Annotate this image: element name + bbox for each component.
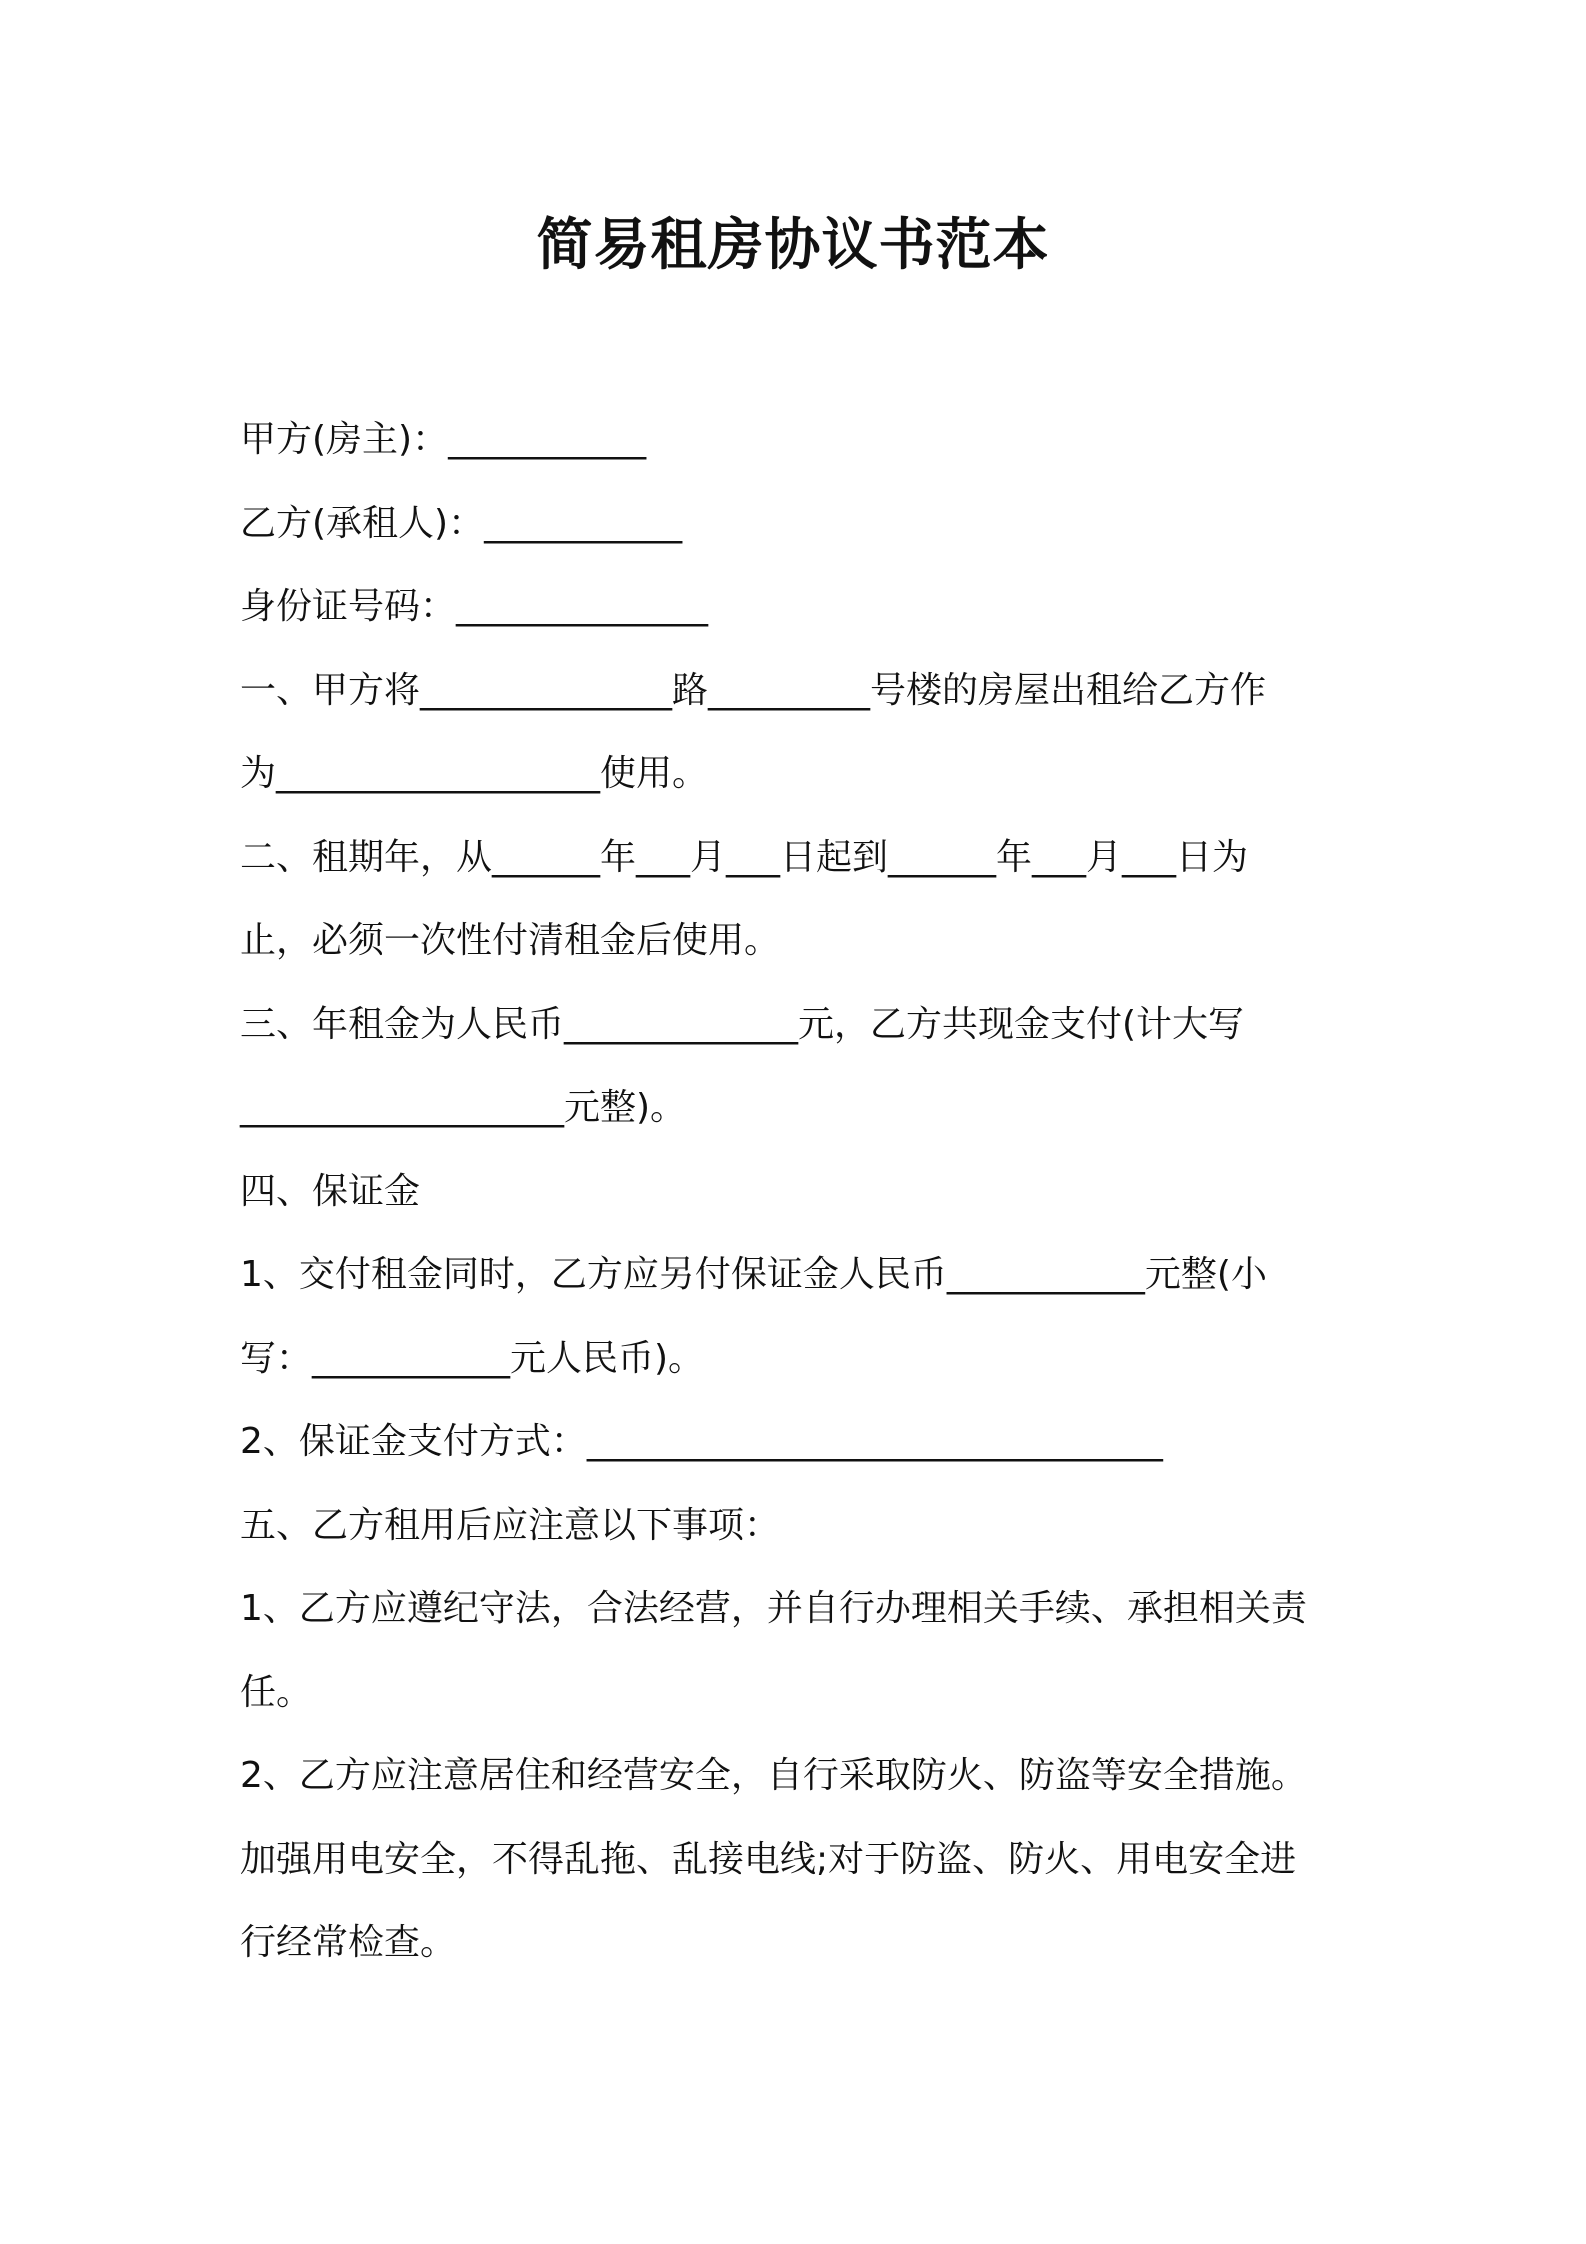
clause-4-2-line: 2、保证金支付方式：________________________________ <box>240 1421 1163 1462</box>
clause-4-1-line-2: 写：___________元人民币)。 <box>240 1337 705 1379</box>
document-title: 简易租房协议书范本 <box>536 213 1050 278</box>
clause-5-2-line-1: 2、乙方应注意居住和经营安全，自行采取防火、防盗等安全措施。 <box>240 1755 1307 1796</box>
document-body <box>240 398 1370 1985</box>
party-b-line: 乙方(承租人)：___________ <box>240 502 683 544</box>
clause-3-line-2: __________________元整)。 <box>240 1087 687 1128</box>
clause-5-1-line-1: 1、乙方应遵纪守法，合法经营，并自行办理相关手续、承担相关责 <box>240 1588 1307 1629</box>
clause-2-line-1: 二、租期年，从______年___月___日起到______年___月___日为 <box>240 836 1249 878</box>
clause-2-line-2: 止，必须一次性付清租金后使用。 <box>240 920 781 961</box>
clause-1-line-1: 一、甲方将______________路_________号楼的房屋出租给乙方作 <box>240 669 1267 711</box>
clause-3-line-1: 三、年租金为人民币_____________元，乙方共现金支付(计大写 <box>240 1003 1245 1045</box>
clause-4-heading: 四、保证金 <box>240 1170 421 1212</box>
clause-5-1-line-2: 任。 <box>240 1671 313 1713</box>
clause-5-2-line-3: 行经常检查。 <box>240 1922 457 1963</box>
clause-1-line-2: 为__________________使用。 <box>240 753 709 794</box>
clause-4-1-line-1: 1、交付租金同时，乙方应另付保证金人民币___________元整(小 <box>240 1254 1267 1295</box>
clause-5-2-line-2: 加强用电安全，不得乱拖、乱接电线;对于防盗、防火、用电安全进 <box>240 1838 1297 1880</box>
clause-5-heading: 五、乙方租用后应注意以下事项： <box>240 1504 781 1546</box>
id-number-line: 身份证号码：______________ <box>240 586 709 627</box>
party-a-line: 甲方(房主)：___________ <box>240 419 647 460</box>
